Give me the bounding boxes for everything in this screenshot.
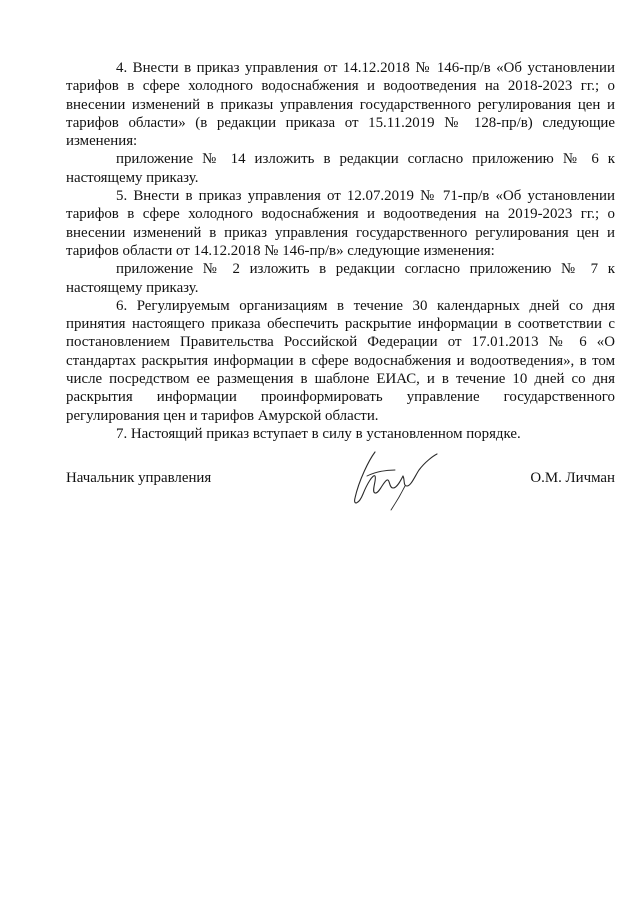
paragraph-item-7: 7. Настоящий приказ вступает в силу в установленном порядке.: [116, 425, 521, 442]
handwritten-signature: [345, 446, 445, 512]
paragraph-item-4: 4. Внести в приказ управления от 14.12.2018 № 146-пр/в «Об установлении тарифов в сфере холодного водоснабжения и водоотведения на 2018-2023 гг.; о внесении изменений в приказы управления государственного регулирования цен и тарифов области» (в редакции приказа от 15.11.2019 № 128-пр/в) следующие изменения:: [66, 60, 615, 150]
signatory-title: Начальник управления: [66, 470, 212, 486]
signatory-name: О.М. Личман: [530, 470, 615, 486]
paragraph-appendix-14: приложение № 14 изложить в редакции согласно приложению № 6 к настоящему приказу.: [66, 151, 615, 186]
signature-block: [66, 470, 615, 490]
document-body: [66, 59, 615, 443]
paragraph-item-6: 6. Регулируемым организациям в течение 30 календарных дней со дня принятия настоящего приказа обеспечить раскрытие информации в соответствии с постановлением Правительства Российской Федерации от 17.01.2013 № 6 «О стандартах раскрытия информации в сфере водоснабжения и водоотведения», в том числе посредством ее размещения в шаблоне ЕИАС, и в течение 10 дней со дня раскрытия информации проинформировать управление государственного регулирования цен и тарифов Амурской области.: [66, 297, 615, 424]
paragraph-appendix-2: приложение № 2 изложить в редакции согласно приложению № 7 к настоящему приказу.: [66, 261, 615, 296]
paragraph-item-5: 5. Внести в приказ управления от 12.07.2019 № 71-пр/в «Об установлении тарифов в сфере холодного водоснабжения и водоотведения на 2019-2023 гг.; о внесении изменений в приказ управления государственного регулирования цен и тарифов области от 14.12.2018 № 146-пр/в» следующие изменения:: [66, 188, 615, 259]
